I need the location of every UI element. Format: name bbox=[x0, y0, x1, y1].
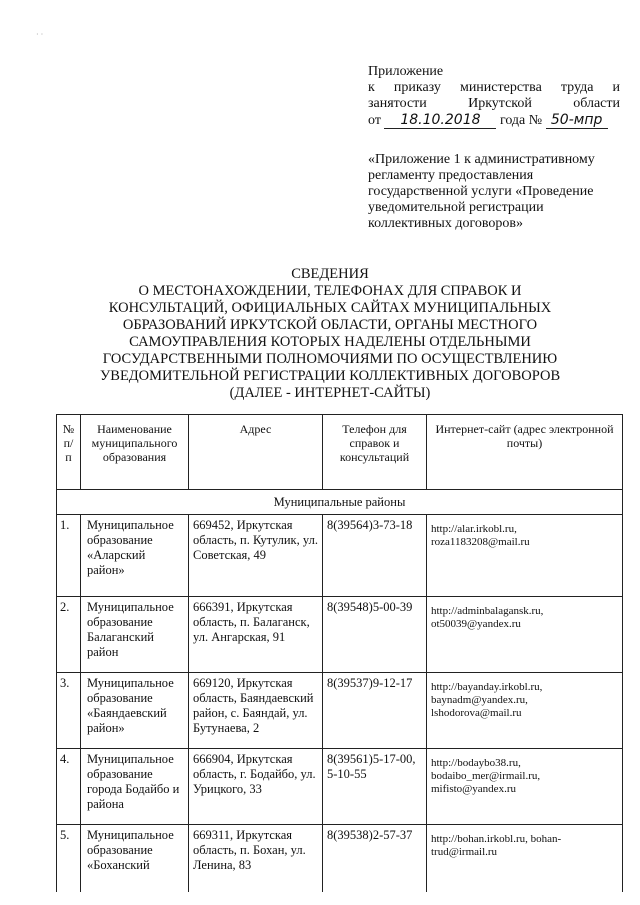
appendix-ref-line: предоставления государственной bbox=[368, 168, 534, 199]
section-title: Муниципальные районы bbox=[57, 490, 623, 515]
table-row bbox=[57, 597, 623, 673]
appendix-ref-line: регистрации коллективных bbox=[368, 200, 544, 231]
row-phone: 8(39537)9-12-17 bbox=[323, 673, 427, 749]
header-web: Интернет-сайт (адрес электронной почты) bbox=[427, 415, 623, 490]
row-num: 2. bbox=[57, 597, 81, 673]
row-address: 669120, Иркутская область, Баяндаевский район, с. Баяндай, ул. Бутунаева, 2 bbox=[189, 673, 323, 749]
row-web: http://adminbalagansk.ru, ot50039@yandex.ru bbox=[427, 597, 623, 673]
heading-line: (ДАЛЕЕ - ИНТЕРНЕТ-САЙТЫ) bbox=[229, 385, 431, 401]
row-num: 1. bbox=[57, 515, 81, 597]
table-row bbox=[57, 515, 623, 597]
appendix-ref-line: к административному регламенту bbox=[368, 152, 595, 183]
row-phone: 8(39564)3-73-18 bbox=[323, 515, 427, 597]
row-phone: 8(39561)5-17-00, 5-10-55 bbox=[323, 749, 427, 825]
header-num: № п/п bbox=[57, 415, 81, 490]
appendix-line: занятости Иркутской области bbox=[368, 96, 620, 111]
row-address: 666904, Иркутская область, г. Бодайбо, ул. Урицкого, 33 bbox=[189, 749, 323, 825]
heading-line: ГОСУДАРСТВЕННЫМИ ПОЛНОМОЧИЯМИ ПО ОСУЩЕСТВЛЕНИЮ bbox=[102, 351, 558, 367]
table-row bbox=[57, 749, 623, 825]
order-number: 50-мпр bbox=[546, 112, 608, 129]
order-date: 18.10.2018 bbox=[384, 112, 496, 129]
appendix-ref-title: «Приложение 1 bbox=[368, 152, 461, 167]
row-web: http://bohan.irkobl.ru, bohan-trud@irmail.ru bbox=[427, 825, 623, 893]
appendix-ref-line: услуги «Проведение уведомительной bbox=[368, 184, 594, 215]
row-num: 4. bbox=[57, 749, 81, 825]
row-address: 666391, Иркутская область, п. Балаганск, ул. Ангарская, 91 bbox=[189, 597, 323, 673]
table-header-row bbox=[57, 415, 623, 490]
row-num: 3. bbox=[57, 673, 81, 749]
row-name: Муниципальное образование города Бодайбо и района bbox=[81, 749, 189, 825]
row-name: Муниципальное образование «Баяндаевский район» bbox=[81, 673, 189, 749]
corner-mark: · · bbox=[36, 30, 44, 39]
table-row bbox=[57, 825, 623, 893]
row-phone: 8(39538)2-57-37 bbox=[323, 825, 427, 893]
row-name: Муниципальное образование Балаганский район bbox=[81, 597, 189, 673]
from-label: от bbox=[368, 113, 381, 128]
year-label: года № bbox=[499, 113, 543, 128]
row-web: http://bodaybo38.ru, bodaibo_mer@irmail.ru, mifisto@yandex.ru bbox=[427, 749, 623, 825]
appendix-order-line bbox=[368, 112, 620, 129]
table-row bbox=[57, 673, 623, 749]
appendix-ref-line: договоров» bbox=[455, 216, 523, 231]
heading-title: СВЕДЕНИЯ bbox=[291, 266, 369, 282]
section-row bbox=[57, 490, 623, 515]
document-heading bbox=[100, 266, 560, 402]
appendix-header bbox=[368, 64, 620, 129]
heading-line: УВЕДОМИТЕЛЬНОЙ РЕГИСТРАЦИИ КОЛЛЕКТИВНЫХ ДОГОВОРОВ bbox=[100, 368, 561, 384]
appendix-reference bbox=[368, 152, 620, 232]
row-web: http://alar.irkobl.ru, roza1183208@mail.ru bbox=[427, 515, 623, 597]
row-address: 669452, Иркутская область, п. Кутулик, ул. Советская, 49 bbox=[189, 515, 323, 597]
row-phone: 8(39548)5-00-39 bbox=[323, 597, 427, 673]
row-name: Муниципальное образование «Аларский район» bbox=[81, 515, 189, 597]
header-name: Наименование муниципального образования bbox=[81, 415, 189, 490]
header-phone: Телефон для справок и консультаций bbox=[323, 415, 427, 490]
row-num: 5. bbox=[57, 825, 81, 893]
row-name: Муниципальное образование «Боханский bbox=[81, 825, 189, 893]
municipalities-table bbox=[56, 414, 623, 892]
header-address: Адрес bbox=[189, 415, 323, 490]
appendix-line: к приказу министерства труда и bbox=[368, 80, 620, 95]
row-address: 669311, Иркутская область, п. Бохан, ул. Ленина, 83 bbox=[189, 825, 323, 893]
heading-line: О МЕСТОНАХОЖДЕНИИ, ТЕЛЕФОНАХ ДЛЯ СПРАВОК И bbox=[138, 283, 522, 299]
heading-line: САМОУПРАВЛЕНИЯ КОТОРЫХ НАДЕЛЕНЫ ОТДЕЛЬНЫМИ bbox=[129, 334, 531, 350]
heading-line: КОНСУЛЬТАЦИЙ, ОФИЦИАЛЬНЫХ САЙТАХ МУНИЦИПАЛЬНЫХ bbox=[108, 300, 552, 316]
heading-line: ОБРАЗОВАНИЙ ИРКУТСКОЙ ОБЛАСТИ, ОРГАНЫ МЕСТНОГО bbox=[122, 317, 538, 333]
appendix-title: Приложение bbox=[368, 64, 444, 79]
row-web: http://bayanday.irkobl.ru, baynadm@yandex.ru, lshodorova@mail.ru bbox=[427, 673, 623, 749]
